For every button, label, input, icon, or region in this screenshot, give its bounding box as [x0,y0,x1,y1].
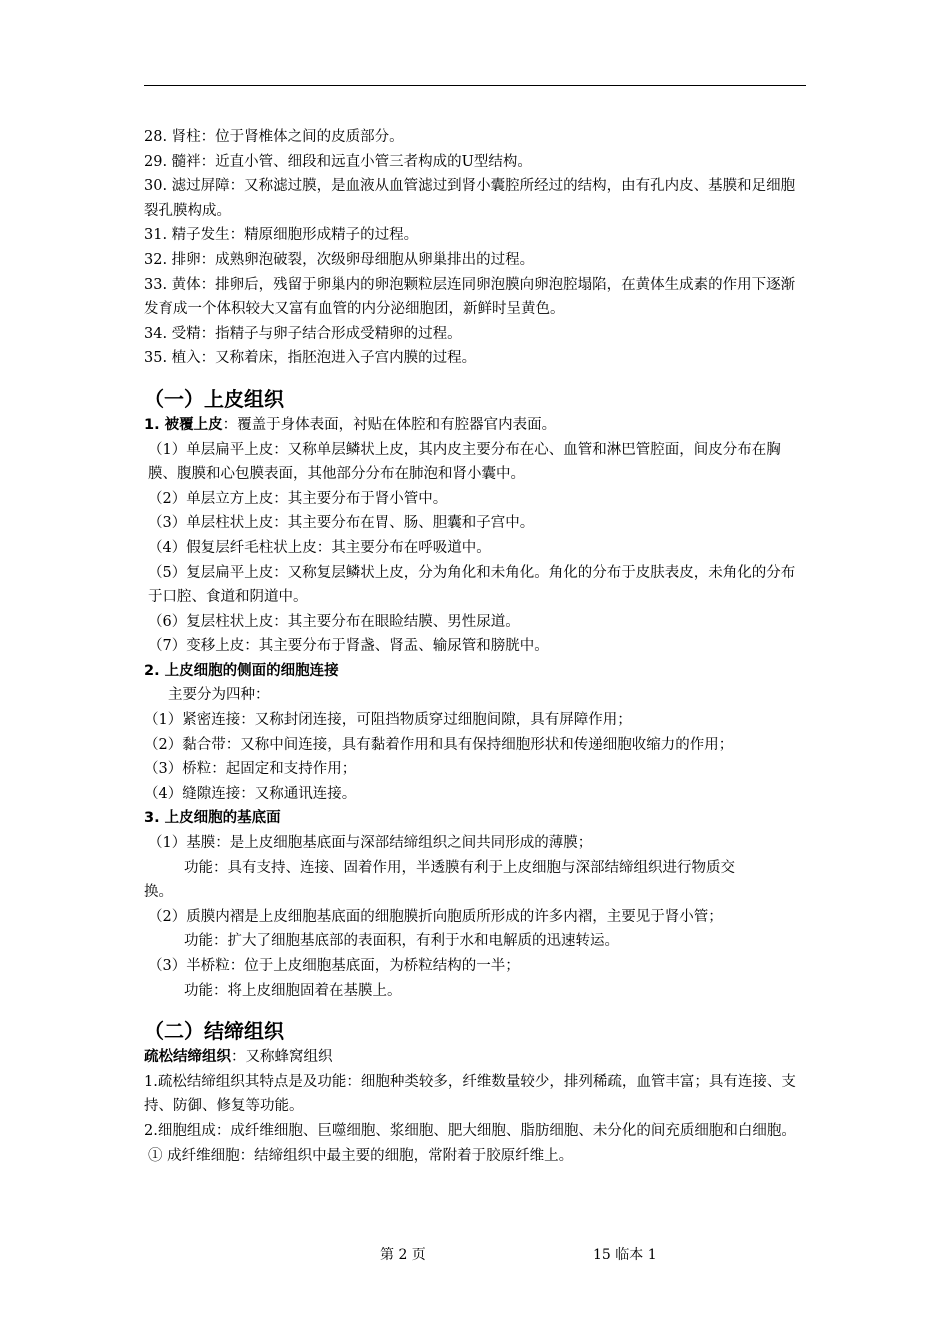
basal-item-2: （2）质膜内褶是上皮细胞基底面的细胞膜折向胞质所形成的许多内褶，主要见于肾小管； [148,908,723,925]
basal-surface-heading: 3. 上皮细胞的基底面 [144,810,281,827]
epithelium-type-4: （4）假复层纤毛柱状上皮：其主要分布在呼吸道中。 [148,539,491,556]
loose-connective-text: ：又称蜂窝组织 [231,1049,333,1066]
lateral-junction-heading: 2. 上皮细胞的侧面的细胞连接 [144,662,339,679]
epithelium-type-5: （5）复层扁平上皮：又称复层鳞状上皮，分为角化和未角化。角化的分布于皮肤表皮，未角化的分布于口腔、食道和阴道中。 [148,564,796,606]
section-title-connective: （二）结缔组织 [144,1019,284,1044]
lateral-junction-intro: 主要分为四种： [168,687,270,704]
loose-connective-features: 1.疏松结缔组织其特点是及功能：细胞种类较多，纤维数量较少，排列稀疏，血管丰富；具有连接、支持、防御、修复等功能。 [144,1073,796,1115]
epithelium-type-3: （3）单层柱状上皮：其主要分布在胃、肠、胆囊和子宫中。 [148,515,535,532]
term-35: 35. 植入：又称着床，指胚泡进入子宫内膜的过程。 [144,350,477,367]
fibroblast: ① 成纤维细胞：结缔组织中最主要的细胞，常附着于胶原纤维上。 [148,1147,574,1164]
term-32: 32. 排卵：成熟卵泡破裂，次级卵母细胞从卵巢排出的过程。 [144,251,535,268]
term-34: 34. 受精：指精子与卵子结合形成受精卵的过程。 [144,325,462,342]
section-epithelium [144,385,808,1003]
term-31: 31. 精子发生：精原细胞形成精子的过程。 [144,227,419,244]
loose-connective-label: 疏松结缔组织 [144,1049,231,1066]
term-29: 29. 髓袢：近直小管、细段和远直小管三者构成的U型结构。 [144,153,532,170]
basal-item-1-function: 功能：具有支持、连接、固着作用，半透膜有利于上皮细胞与深部结缔组织进行物质交 [184,859,735,876]
basal-item-3: （3）半桥粒：位于上皮细胞基底面，为桥粒结构的一半； [148,958,520,974]
basal-item-3-function: 功能：将上皮细胞固着在基膜上。 [184,982,402,999]
page-number: 第 2 页 [380,1247,426,1263]
junction-3: （3）桥粒：起固定和支持作用； [144,761,357,778]
covering-epithelium [144,413,808,438]
term-28: 28. 肾柱：位于肾椎体之间的皮质部分。 [144,129,404,145]
epithelium-type-6: （6）复层柱状上皮：其主要分布在眼睑结膜、男性尿道。 [148,613,520,630]
covering-epithelium-text: ：覆盖于身体表面，衬贴在体腔和有腔器官内表面。 [222,416,557,433]
document-body [144,125,808,1168]
basal-item-1: （1）基膜：是上皮细胞基底面与深部结缔组织之间共同形成的薄膜； [148,835,593,852]
junction-2: （2）黏合带：又称中间连接，具有黏着作用和具有保持细胞形状和传递细胞收缩力的作用； [144,736,734,753]
section-title-epithelium: （一）上皮组织 [144,386,284,411]
header-rule [144,85,806,86]
basal-item-1-function-cont: 换。 [144,884,173,901]
term-30: 30. 滤过屏障：又称滤过膜，是血液从血管滤过到肾小囊腔所经过的结构，由有孔内皮、基膜和足细胞裂孔膜构成。 [144,178,796,219]
epithelium-type-7: （7）变移上皮：其主要分布于肾盏、肾盂、输尿管和膀胱中。 [148,638,549,655]
covering-epithelium-label: 1. 被覆上皮 [144,416,223,433]
junction-4: （4）缝隙连接：又称通讯连接。 [144,785,357,802]
epithelium-type-1: （1）单层扁平上皮：又称单层鳞状上皮，其内皮主要分布在心、血管和淋巴管腔面，间皮分布在胸膜、腹膜和心包膜表面，其他部分分布在肺泡和肾小囊中。 [148,441,781,483]
class-label: 15 临本 1 [593,1247,657,1263]
cell-composition: 2.细胞组成：成纤维细胞、巨噬细胞、浆细胞、肥大细胞、脂肪细胞、未分化的间充质细胞和白细胞。 [144,1122,796,1139]
loose-connective [144,1045,808,1070]
section-connective [144,1017,808,1168]
epithelium-type-2: （2）单层立方上皮：其主要分布于肾小管中。 [148,490,448,507]
basal-item-2-function: 功能：扩大了细胞基底部的表面积，有利于水和电解质的迅速转运。 [184,933,619,950]
term-33: 33. 黄体：排卵后，残留于卵巢内的卵泡颗粒层连同卵泡膜向卵泡腔塌陷，在黄体生成素的作用下逐渐发育成一个体积较大又富有血管的内分泌细胞团，新鲜时呈黄色。 [144,276,796,318]
junction-1: （1）紧密连接：又称封闭连接，可阻挡物质穿过细胞间隙，具有屏障作用； [144,712,632,729]
